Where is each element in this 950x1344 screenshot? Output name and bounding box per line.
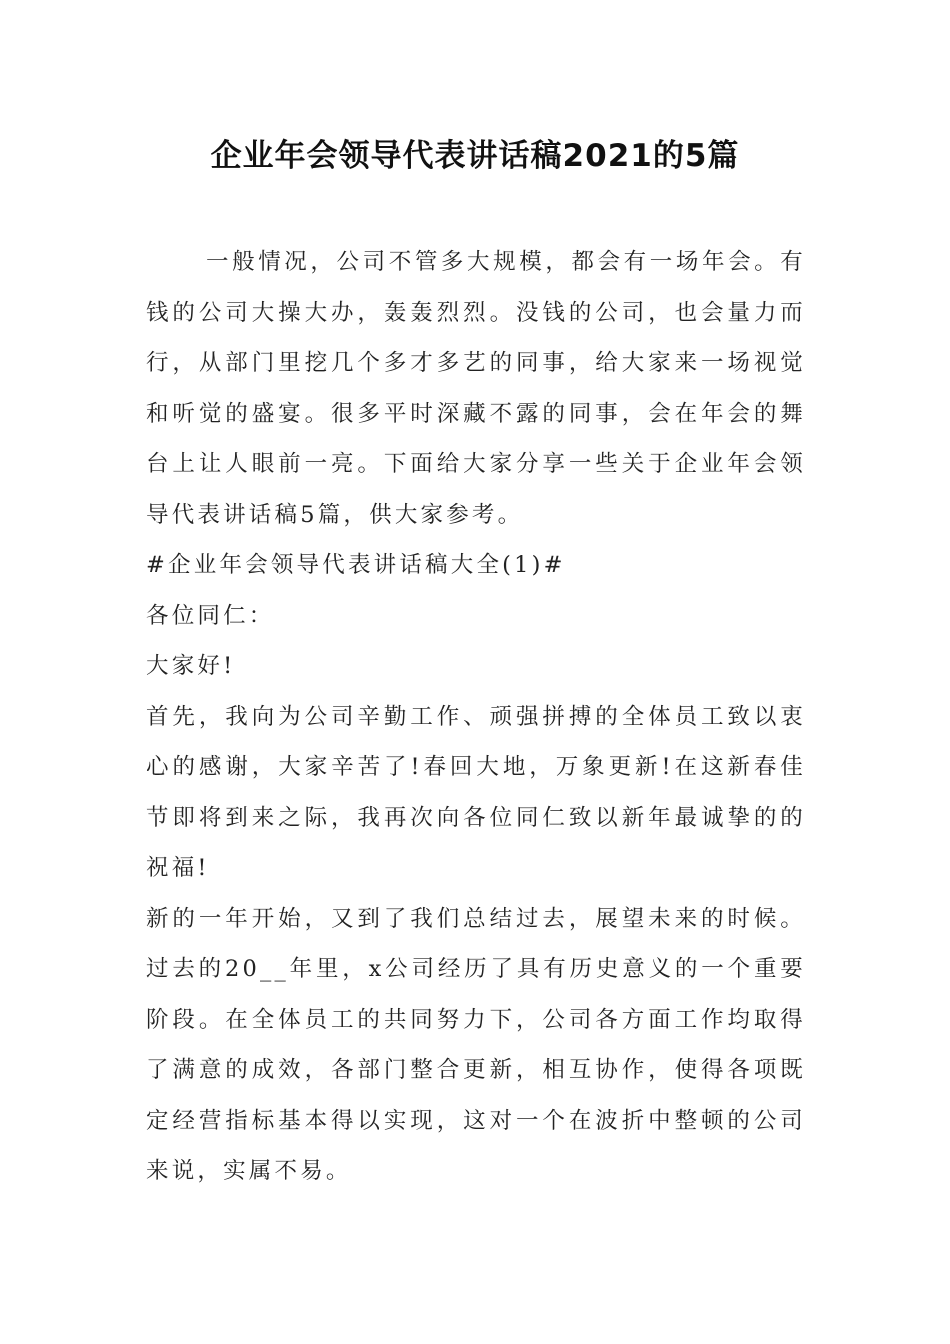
document-title: 企业年会领导代表讲话稿2021的5篇 xyxy=(210,138,740,174)
salutation: 各位同仁： xyxy=(146,602,275,629)
body-paragraph: 首先，我向为公司辛勤工作、顽强拼搏的全体员工致以衷心的感谢，大家辛苦了!春回大地，万象更新!在这新春佳节即将到来之际，我再次向各位同仁致以新年最诚挚的的祝福! xyxy=(146,703,806,881)
greeting: 大家好! xyxy=(146,653,236,679)
body-paragraph: 新的一年开始，又到了我们总结过去，展望未来的时候。过去的20__年里，x公司经历了具有历史意义的一个重要阶段。在全体员工的共同努力下，公司各方面工作均取得了满意的成效，各部门整合更新，相互协作，使得各项既定经营指标基本得以实现，这对一个在波折中整顿的公司来说，实属不易。 xyxy=(146,905,806,1184)
intro-paragraph: 一般情况，公司不管多大规模，都会有一场年会。有钱的公司大操大办，轰轰烈烈。没钱的公司，也会量力而行，从部门里挖几个多才多艺的同事，给大家来一场视觉和听觉的盛宴。很多平时深藏不露的同事，会在年会的舞台上让人眼前一亮。下面给大家分享一些关于企业年会领导代表讲话稿5篇，供大家参考。 xyxy=(146,249,806,528)
document-body xyxy=(146,237,806,1197)
section-heading: #企业年会领导代表讲话稿大全(1)# xyxy=(146,552,566,578)
